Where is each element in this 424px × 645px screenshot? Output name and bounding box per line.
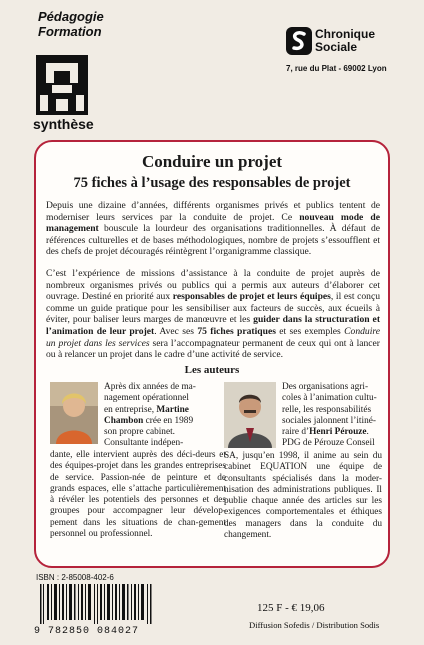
author-bio-chambon-lead: Après dix années de ma- nagement opérationnel en entreprise, Martine Chambon crée en 1989 son propre cabinet. Consultante indépen- [104,382,196,449]
publisher-name-line-2: Sociale [315,40,358,54]
publisher-address: 7, rue du Plat - 69002 Lyon [286,64,387,73]
publisher-logo [286,27,388,57]
header-area [0,0,424,138]
intro-paragraph-1: Depuis une dizaine d’années, différents organismes privés et publics tentent de moderniser leurs services par la conduite de projet. Ce nouveau mode de management bouscule la lourdeur des organisations traditionnelles. À défaut de références culturelles et de bases méthodologiques, nombre de projets s’essoufflent et des chefs de projet découragés réintègrent l’organigramme classique. [46,200,380,258]
series-name: synthèse [33,116,94,132]
author-bio-perouze-lead: Des organisations agri- coles à l’animation cultu- relle, les responsabilités sociales jalonnent l’itiné- raire d’Henri Pérouze. PDG de Pérouze Conseil [282,382,377,449]
series-label [38,9,128,39]
ean-number: 9 782850 084027 [34,626,140,637]
distribution-info: Diffusion Sofedis / Distribution Sodis [249,620,380,630]
author-bio-perouze: SA, jusqu’en 1998, il anime au sein du cabinet EQUATION une équipe de consultants spécialisés dans la moder-nisation des administrations publiques. Il publie chaque année des articles sur les exigences comportementales et éthiques des managers dans la conduite du changement. [224,451,382,541]
series-line-1: Pédagogie [38,9,104,24]
publisher-name [315,28,375,54]
book-title: Conduire un projet [141,152,283,171]
price: 125 F - € 19,06 [257,602,325,614]
authors-heading: Les auteurs [184,364,240,376]
book-subtitle: 75 fiches à l’usage des responsables de projet [73,175,351,191]
s-logo-icon [286,27,312,55]
isbn: ISBN : 2-85008-402-6 [36,573,114,582]
author-photo-chambon [50,382,98,444]
barcode-icon [38,584,156,624]
series-line-2: Formation [38,24,102,39]
author-bio-chambon: dante, elle intervient auprès des déci-deurs et des équipes-projet dans les grandes entreprises de service. Passion-née de peinture et de grands espaces, elle s’attache particulièrement à révéler les potentiels des personnes et des groupes pour accompagner leur dévelop-pement dans les situations de chan-gement personnel ou professionnel. [50,450,226,540]
description-card [34,140,390,568]
series-logo-icon [36,55,88,115]
author-photo-perouze [224,382,276,448]
intro-paragraph-2: C’est l’expérience de missions d’assistance à la conduite de projet auprès de nombreux organismes privés ou publics qui a permis aux auteurs d’élaborer cet ouvrage. Destiné en priorité aux responsables de projet et leurs équipes, il est conçu comme un guide pratique pour les sensibiliser aux facteurs de succès, aux écueils à éviter, pour baliser leurs marges de manœuvre et les guider dans la structuration et l’animation de leur projet. Avec ses 75 fiches pratiques et ses exemples Conduire un projet dans les services sera l’accompagnateur permanent de ceux qui ont à lancer ou à relancer un projet dans le cadre d’une activité de service. [46,268,381,361]
publisher-name-line-1: Chronique [315,27,375,41]
